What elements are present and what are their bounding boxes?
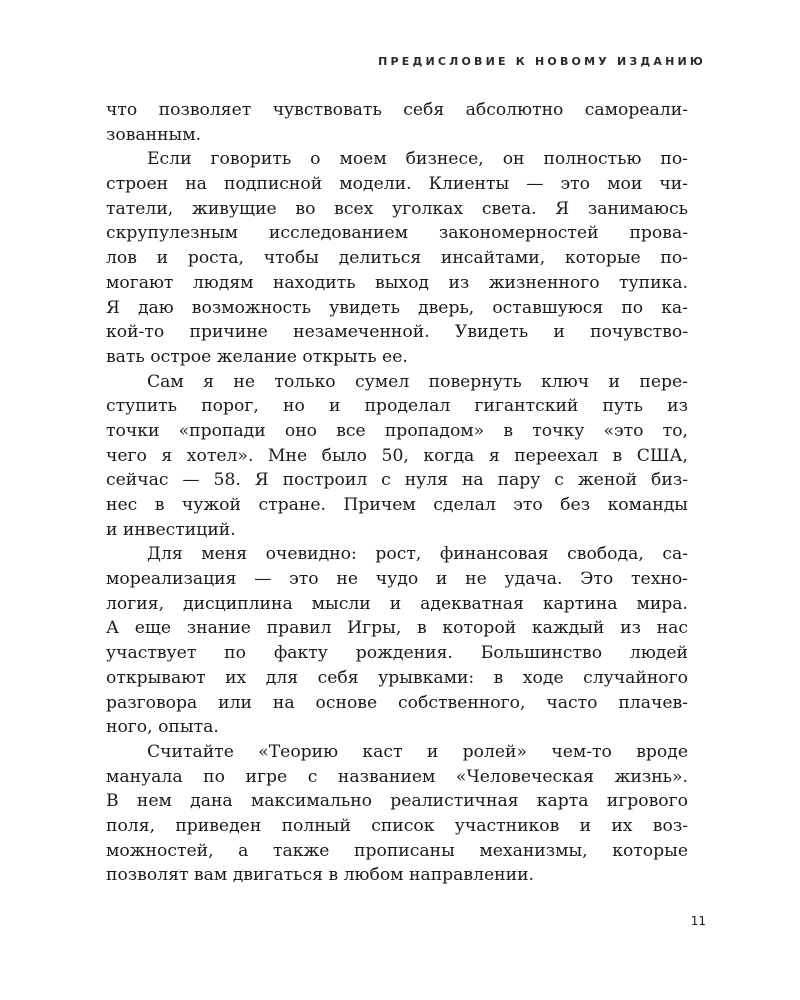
text-line: лов и роста, чтобы делиться инсайтами, которые по- <box>106 248 688 269</box>
body-text <box>106 98 688 888</box>
running-head: ПРЕДИСЛОВИЕ К НОВОМУ ИЗДАНИЮ <box>378 55 706 68</box>
text-line: и инвестиций. <box>106 519 236 540</box>
text-line: Считайте «Теорию каст и ролей» чем-то вроде <box>147 741 688 762</box>
text-line: зованным. <box>106 124 202 145</box>
text-line: могают людям находить выход из жизненного тупика. <box>106 272 688 293</box>
text-line: вать острое желание открыть ее. <box>106 346 408 367</box>
text-line: татели, живущие во всех уголках света. Я занимаюсь <box>106 198 688 219</box>
text-line: скрупулезным исследованием закономерностей прова- <box>106 223 688 244</box>
text-line: что позволяет чувствовать себя абсолютно самореали- <box>106 100 688 120</box>
text-line: сейчас — 58. Я построил с нуля на пару с женой биз- <box>106 470 688 491</box>
text-line: ступить порог, но и проделал гигантский путь из <box>106 396 688 417</box>
text-line: логия, дисциплина мысли и адекватная картина мира. <box>106 593 688 614</box>
text-line: Я даю возможность увидеть дверь, оставшуюся по ка- <box>106 297 688 318</box>
text-line: чего я хотел». Мне было 50, когда я переехал в США, <box>106 445 688 466</box>
text-line: точки «пропади оно все пропадом» в точку «это то, <box>106 420 688 441</box>
text-line: ного, опыта. <box>106 717 219 738</box>
text-line: строен на подписной модели. Клиенты — это мои чи- <box>106 174 688 195</box>
text-line: мануала по игре с названием «Человеческая жизнь». <box>106 766 688 787</box>
text-line: участвует по факту рождения. Большинство людей <box>106 643 688 664</box>
text-line: мореализация — это не чудо и не удача. Это техно- <box>106 569 688 590</box>
text-line: кой-то причине незамеченной. Увидеть и почувство- <box>106 322 688 343</box>
page-number: 11 <box>690 914 706 928</box>
text-line: Сам я не только сумел повернуть ключ и пере- <box>147 371 688 392</box>
text-line: А еще знание правил Игры, в которой каждый из нас <box>106 618 688 639</box>
text-line: нес в чужой стране. Причем сделал это без команды <box>106 495 688 515</box>
text-line: позволят вам двигаться в любом направлении. <box>106 865 535 886</box>
text-line: открывают их для себя урывками: в ходе случайного <box>106 667 688 688</box>
text-line: В нем дана максимально реалистичная карта игрового <box>106 791 688 812</box>
text-line: можностей, а также прописаны механизмы, которые <box>106 840 688 861</box>
text-line: разговора или на основе собственного, часто плачев- <box>106 692 688 713</box>
text-line: поля, приведен полный список участников и их воз- <box>106 815 688 836</box>
text-line: Для меня очевидно: рост, финансовая свобода, са- <box>147 544 688 565</box>
text-line: Если говорить о моем бизнесе, он полностью по- <box>147 149 688 170</box>
